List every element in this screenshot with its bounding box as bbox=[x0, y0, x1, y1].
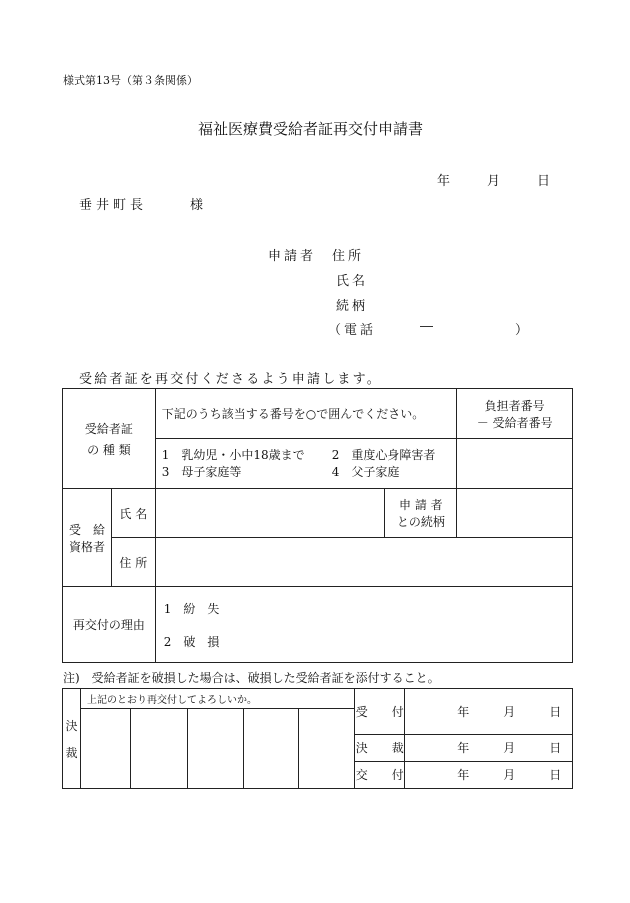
date-month-label: 月 bbox=[487, 174, 501, 189]
application-table bbox=[62, 388, 573, 663]
option-4[interactable]: 4 父子家庭 bbox=[331, 464, 400, 479]
approval-table bbox=[62, 688, 573, 789]
addressee: 垂井町長 bbox=[79, 198, 148, 213]
stamp-box-1[interactable] bbox=[80, 709, 130, 789]
option-3[interactable]: 3 母子家庭等 bbox=[161, 464, 242, 479]
date-year-label: 年 bbox=[437, 174, 451, 189]
stamp-box-5[interactable] bbox=[299, 709, 355, 789]
phone-close: ） bbox=[515, 323, 529, 338]
qualified-person-label: 受 給 資格者 bbox=[63, 489, 112, 587]
qualified-name-field[interactable] bbox=[155, 489, 385, 538]
stamp-box-2[interactable] bbox=[130, 709, 187, 789]
note: 注) 受給者証を破損した場合は、破損した受給者証を添付すること。 bbox=[63, 671, 440, 685]
qualified-address-field[interactable] bbox=[155, 538, 572, 587]
page-title: 福祉医療費受給者証再交付申請書 bbox=[198, 120, 424, 138]
option-2[interactable]: 2 重度心身障害者 bbox=[331, 447, 436, 462]
stamp-box-3[interactable] bbox=[187, 709, 243, 789]
certificate-type-options[interactable] bbox=[155, 439, 457, 489]
approval-dates[interactable]: 年 月 日 年 月 日 bbox=[405, 735, 573, 789]
approval-labels: 決 裁 交 付 bbox=[355, 735, 405, 789]
number-header: 負担者番号 － 受給者番号 bbox=[457, 389, 573, 439]
applicant-address-label: 住所 bbox=[332, 249, 365, 264]
form-number: 様式第13号（第３条関係） bbox=[63, 74, 198, 87]
reason-lost[interactable]: 1 紛 失 bbox=[163, 601, 220, 616]
number-field[interactable] bbox=[457, 439, 573, 489]
applicant-label: 申請者 bbox=[268, 249, 317, 264]
honorific: 様 bbox=[190, 198, 204, 213]
qualified-name-label: 氏 名 bbox=[111, 489, 155, 538]
date-day-label: 日 bbox=[537, 174, 551, 189]
applicant-relation-label: 続柄 bbox=[336, 299, 369, 314]
option-1[interactable]: 1 乳幼児・小中18歳まで bbox=[161, 447, 305, 462]
approval-question: 上記のとおり再交付してよろしいか。 bbox=[80, 689, 354, 709]
relation-label: 申 請 者 との続柄 bbox=[385, 489, 457, 538]
phone-label: （電話 bbox=[328, 323, 377, 338]
relation-field[interactable] bbox=[457, 489, 573, 538]
reason-options[interactable] bbox=[155, 587, 572, 663]
applicant-name-label: 氏名 bbox=[336, 274, 369, 289]
certificate-type-instruction: 下記のうち該当する番号を○で囲んでください。 bbox=[155, 389, 457, 439]
reason-damaged[interactable]: 2 破 損 bbox=[163, 634, 220, 649]
received-date[interactable]: 年 月 日 bbox=[405, 689, 573, 735]
qualified-address-label: 住 所 bbox=[111, 538, 155, 587]
request-statement: 受給者証を再交付くださるよう申請します。 bbox=[79, 372, 382, 387]
reason-label: 再交付の理由 bbox=[63, 587, 156, 663]
received-label: 受 付 bbox=[355, 689, 405, 735]
phone-dash: ― bbox=[420, 319, 433, 334]
approval-side-label: 決 裁 bbox=[63, 689, 81, 789]
certificate-type-label: 受給者証 の 種 類 bbox=[63, 389, 156, 489]
stamp-box-4[interactable] bbox=[243, 709, 299, 789]
